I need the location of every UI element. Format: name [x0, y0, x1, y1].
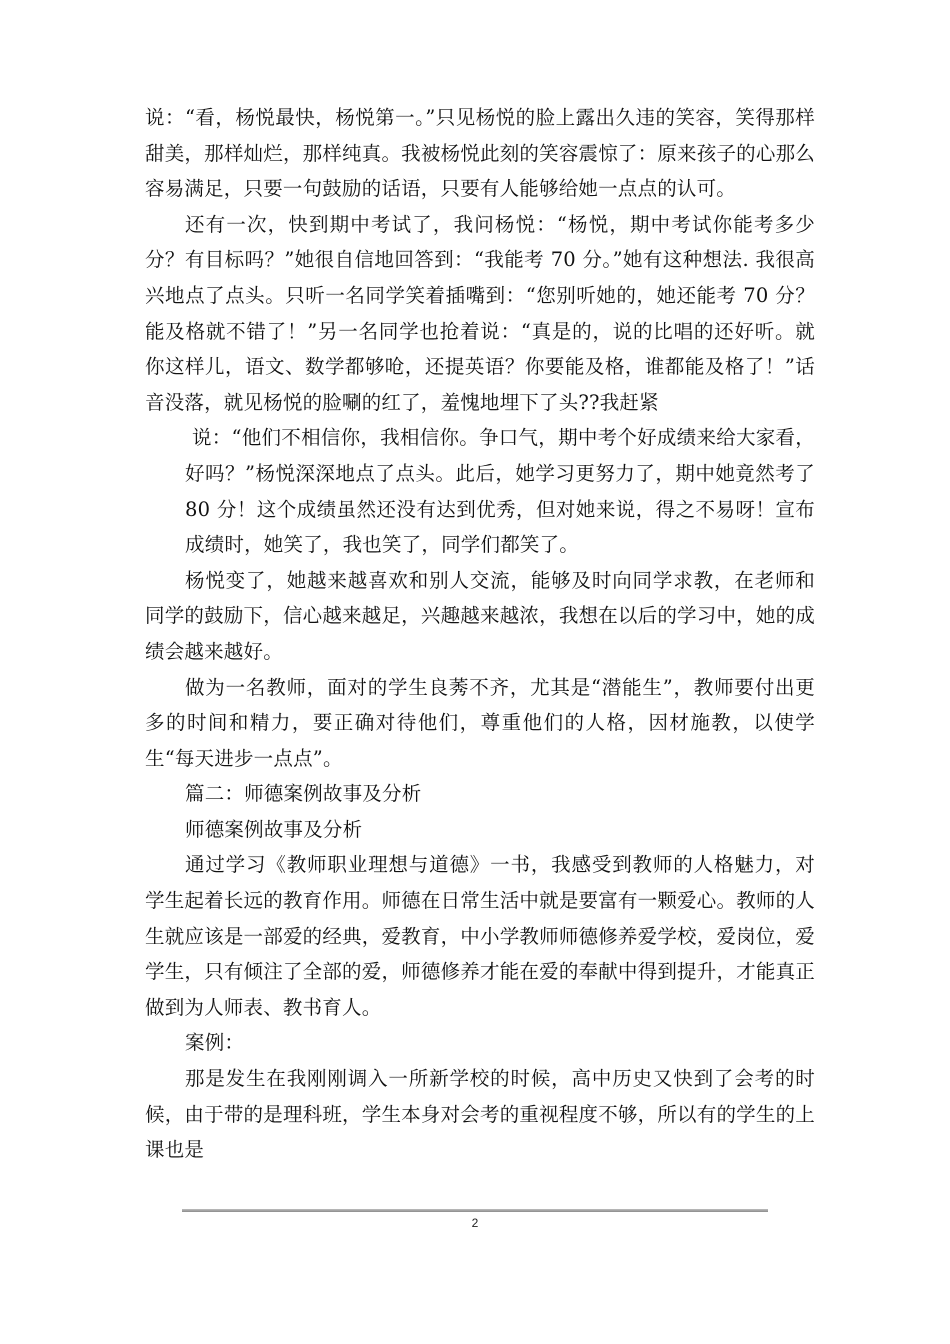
paragraph-5: 做为一名教师，面对的学生良莠不齐，尤其是“潜能生”，教师要付出更多的时间和精力，要正确对待他们，尊重他们的人格，因材施教，以使学生“每天进步一点点”。	[145, 675, 815, 770]
article-title: 师德案例故事及分析	[185, 817, 363, 841]
page-number: 2	[471, 1216, 479, 1230]
paragraph-4: 杨悦变了，她越来越喜欢和别人交流，能够及时向同学求教，在老师和同学的鼓励下，信心越来越足，兴趣越来越浓，我想在以后的学习中，她的成绩会越来越好。	[145, 568, 815, 663]
body-text	[145, 100, 815, 1168]
paragraph-7: 那是发生在我刚刚调入一所新学校的时候，高中历史又快到了会考的时候，由于带的是理科班，学生本身对会考的重视程度不够，所以有的学生的上课也是	[145, 1067, 815, 1162]
paragraph-6: 通过学习《教师职业理想与道德》一书，我感受到教师的人格魅力，对学生起着长远的教育作用。师德在日常生活中就是要富有一颗爱心。教师的人生就应该是一部爱的经典，爱教育，中小学教师师德修养爱学校，爱岗位，爱学生，只有倾注了全部的爱，师德修养才能在爱的奉献中得到提升，才能真正做到为人师表、教书育人。	[145, 853, 815, 1019]
case-label: 案例：	[185, 1031, 245, 1055]
section-heading: 篇二：师德案例故事及分析	[185, 782, 422, 806]
paragraph-3: 说：“他们不相信你，我相信你。争口气，期中考个好成绩来给大家看，好吗？”杨悦深深地点了点头。此后，她学习更努力了，期中她竟然考了 80 分！这个成绩虽然还没有达到优秀，但对她来说，得之不易呀！宣布成绩时，她笑了，我也笑了，同学们都笑了。	[185, 426, 815, 557]
paragraph-1: 说：“看，杨悦最快，杨悦第一。”只见杨悦的脸上露出久违的笑容，笑得那样甜美，那样灿烂，那样纯真。我被杨悦此刻的笑容震惊了：原来孩子的心那么容易满足，只要一句鼓励的话语，只要有人能够给她一点点的认可。	[145, 106, 815, 201]
footer-divider	[182, 1209, 768, 1212]
paragraph-2: 还有一次，快到期中考试了，我问杨悦：“杨悦，期中考试你能考多少分？有目标吗？”她很自信地回答到：“我能考 70 分。”她有这种想法. 我很高兴地点了点头。只听一名同学笑着插嘴到：“您别听她的，她还能考 70 分？能及格就不错了！”另一名同学也抢着说：“真是的，说的比唱的还好听。就你这样儿，语文、数学都够呛，还提英语？你要能及格，谁都能及格了！”话音没落，就见杨悦的脸唰的红了，羞愧地埋下了头??我赶紧	[145, 212, 815, 414]
